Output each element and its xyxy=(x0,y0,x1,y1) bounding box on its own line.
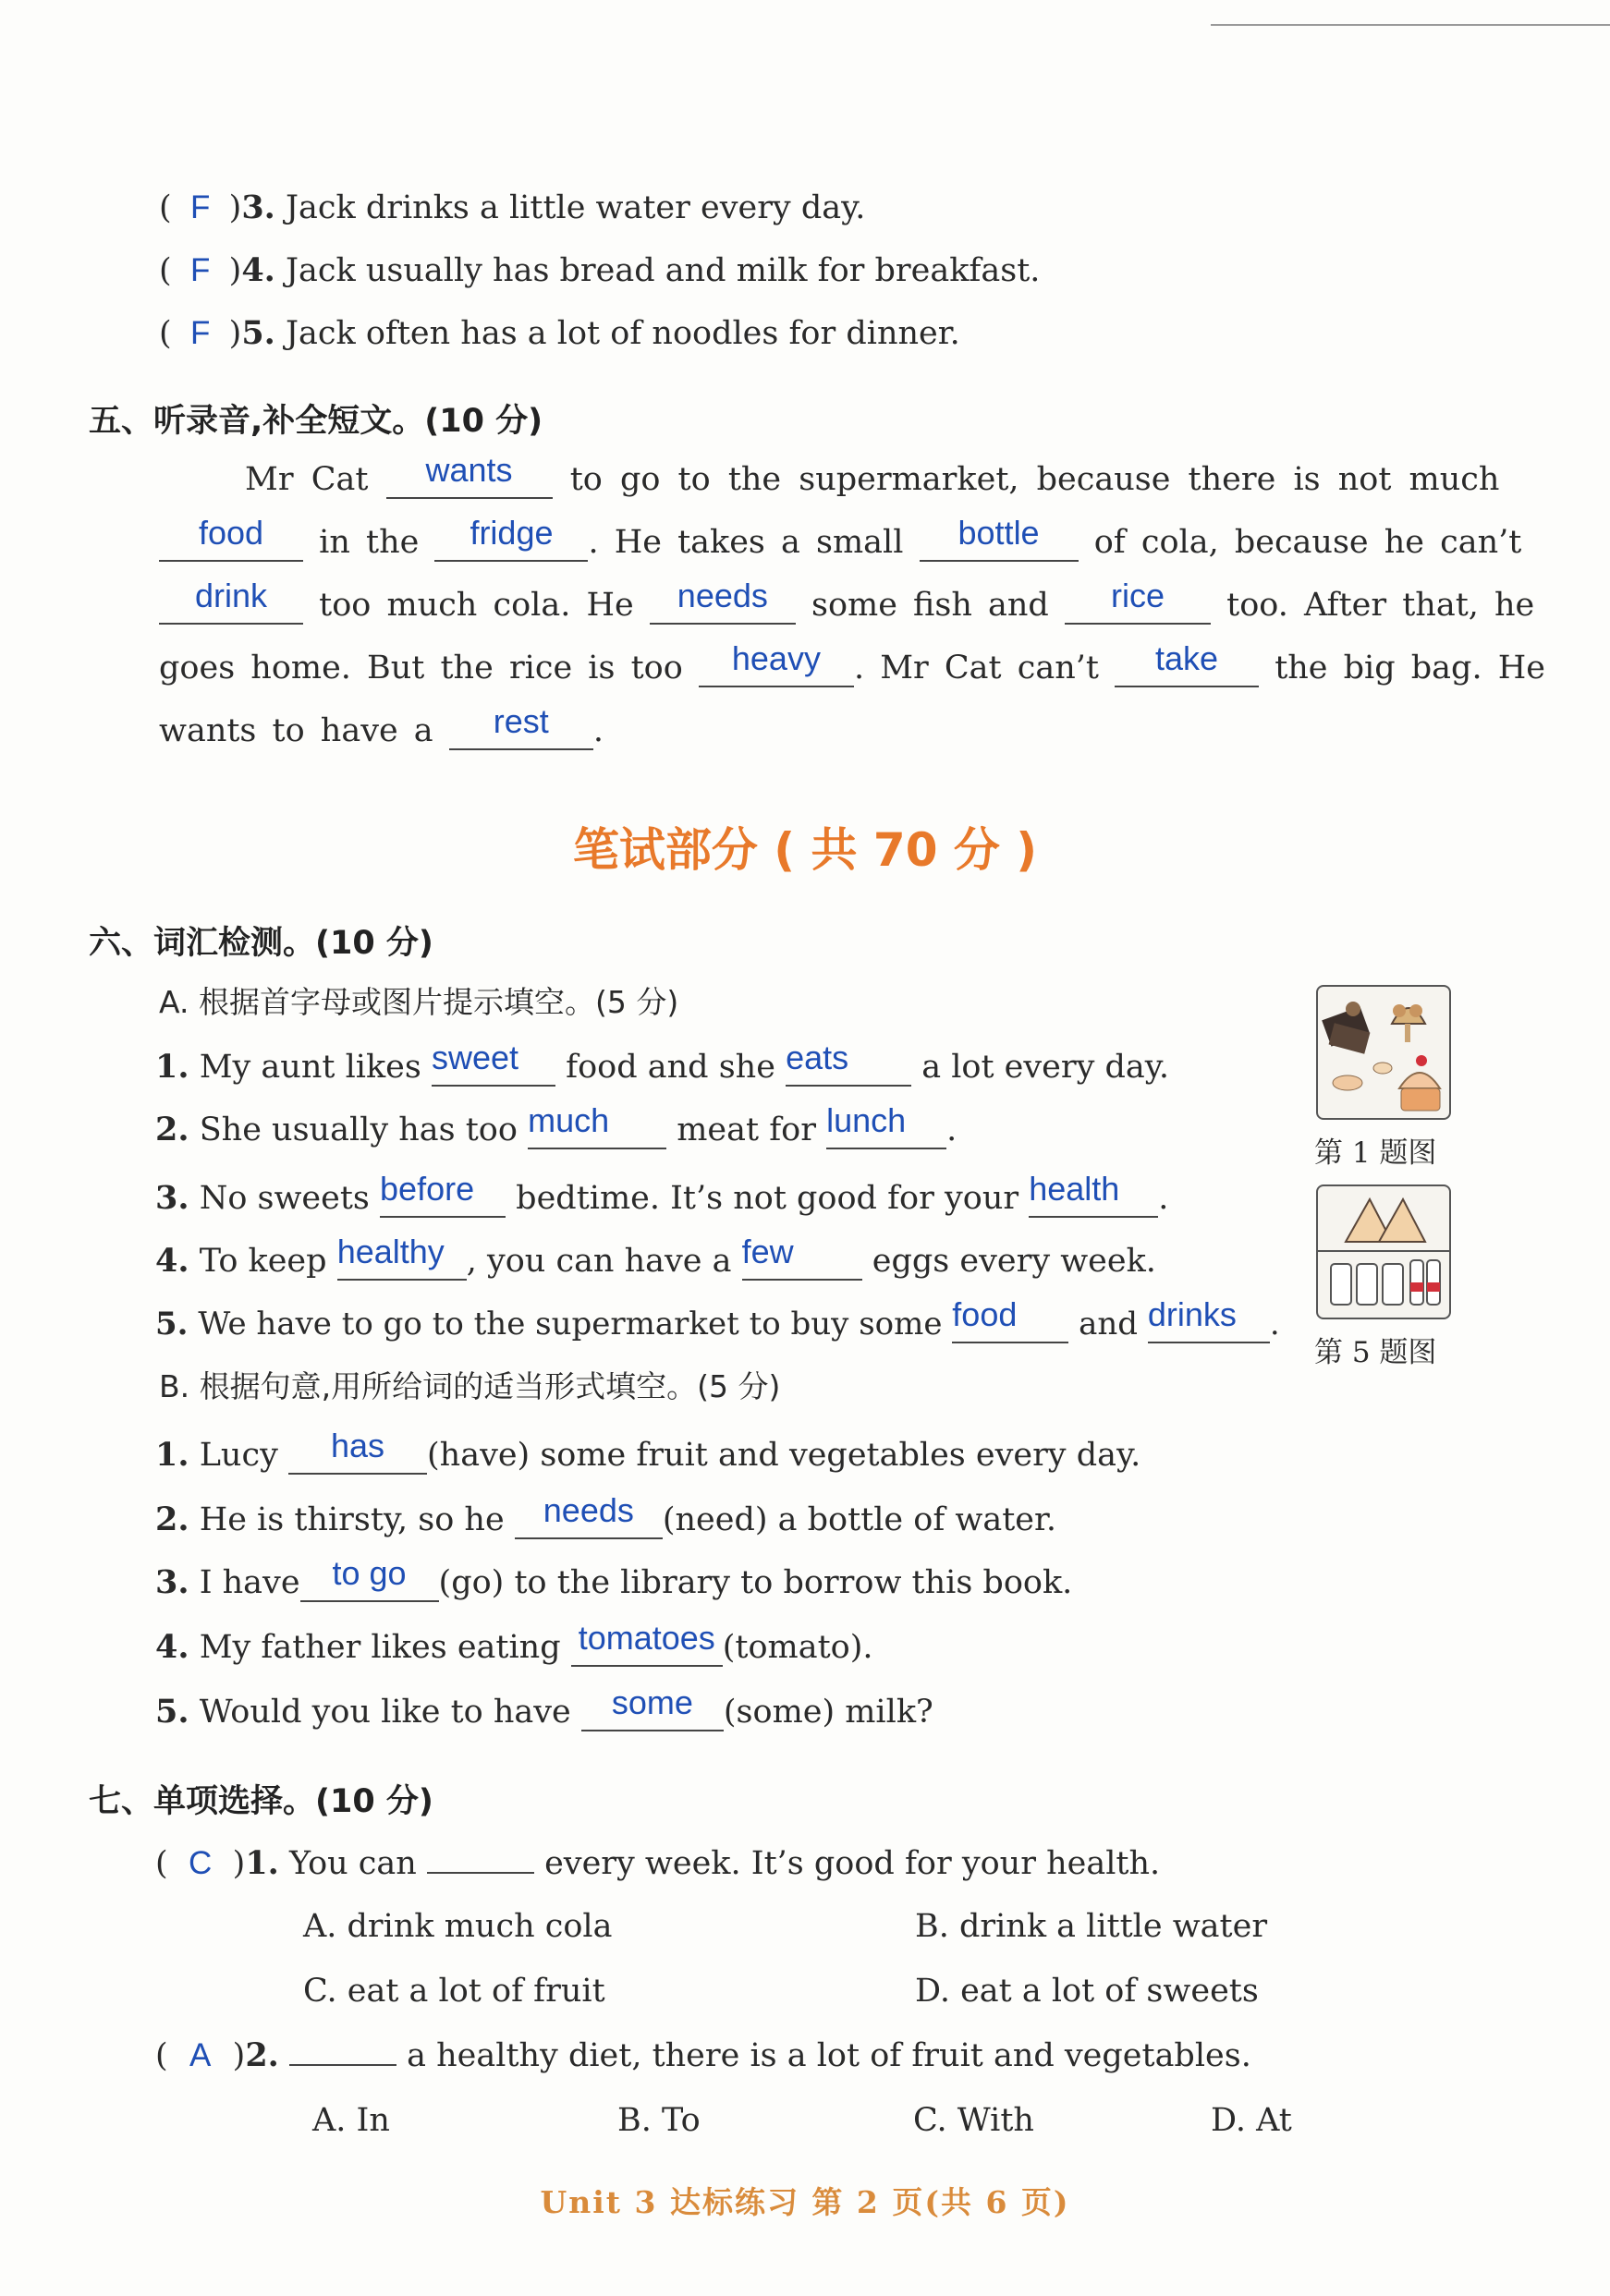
figure-5-caption: 第 5 题图 xyxy=(1314,1336,1437,1369)
vocab-a-2: 2. She usually has too much meat for lunch . xyxy=(155,1101,957,1148)
mc-q2-option-b: B. To xyxy=(617,2102,701,2139)
mc-question-1: ( C )1. You can every week. It’s good for your health. xyxy=(155,1844,1161,1882)
top-rule xyxy=(1211,24,1610,26)
passage-line-1: Mr Cat wants to go to the supermarket, because there is not much xyxy=(245,451,1500,498)
vocab-a-4: 4. To keep healthy , you can have a few eggs every week. xyxy=(155,1233,1156,1280)
passage-line-3: drink too much cola. He needs some fish and rice too. After that, he xyxy=(159,584,1534,626)
tf-item-4: ( F )4. Jack usually has bread and milk for breakfast. xyxy=(159,251,1041,289)
vocab-b-4: 4. My father likes eating tomatoes (tomato). xyxy=(155,1619,873,1666)
mc-q2-option-d: D. At xyxy=(1211,2102,1292,2139)
mc-q1-option-a: A. drink much cola xyxy=(303,1908,613,1945)
mc-question-2: ( A )2. a healthy diet, there is a lot of fruit and vegetables. xyxy=(155,2036,1251,2074)
tf-item-3: ( F )3. Jack drinks a little water every day. xyxy=(159,188,866,226)
part-b-instruction: B. 根据句意,用所给词的适当形式填空。(5 分) xyxy=(159,1368,781,1404)
vocab-a-3: 3. No sweets before bedtime. It’s not good for your health . xyxy=(155,1170,1169,1217)
mc-q1-option-b: B. drink a little water xyxy=(915,1908,1268,1945)
vocab-b-5: 5. Would you like to have some (some) milk? xyxy=(155,1683,933,1731)
section-5-title: 五、听录音,补全短文。(10 分) xyxy=(89,403,543,440)
page-footer: Unit 3 达标练习 第 2 页(共 6 页) xyxy=(540,2184,1070,2220)
vocab-b-3: 3. I have to go (go) to the library to borrow this book. xyxy=(155,1554,1073,1601)
vocab-a-1: 1. My aunt likes sweet food and she eats a lot every day. xyxy=(155,1039,1170,1086)
section-7-title: 七、单项选择。(10 分) xyxy=(89,1783,433,1820)
vocab-b-2: 2. He is thirsty, so he needs (need) a bottle of water. xyxy=(155,1491,1057,1538)
part-a-instruction: A. 根据首字母或图片提示填空。(5 分) xyxy=(159,984,679,1020)
passage-line-2: food in the fridge . He takes a small bottle of cola, because he can’t xyxy=(159,521,1521,564)
mc-q1-option-d: D. eat a lot of sweets xyxy=(915,1973,1259,2010)
section-6-title: 六、词汇检测。(10 分) xyxy=(89,925,433,962)
figure-1-caption: 第 1 题图 xyxy=(1314,1136,1437,1170)
passage-line-5: wants to have a rest . xyxy=(159,702,604,749)
figure-1-sweets-image xyxy=(1316,985,1451,1120)
vocab-b-1: 1. Lucy has (have) some fruit and vegetables every day. xyxy=(155,1427,1141,1474)
tf-item-5: ( F )5. Jack often has a lot of noodles for dinner. xyxy=(159,314,960,352)
vocab-a-5: 5. We have to go to the supermarket to buy some food and drinks . xyxy=(155,1295,1280,1342)
mc-q1-option-c: C. eat a lot of fruit xyxy=(303,1973,605,2010)
mc-q2-option-a: A. In xyxy=(312,2102,390,2139)
passage-line-4: goes home. But the rice is too heavy . Mr Cat can’t take the big bag. He xyxy=(159,639,1545,686)
mc-q2-option-c: C. With xyxy=(913,2102,1034,2139)
figure-5-food-drinks-image xyxy=(1316,1184,1451,1319)
written-part-header: 笔试部分 ( 共 70 分 ) xyxy=(572,823,1038,877)
